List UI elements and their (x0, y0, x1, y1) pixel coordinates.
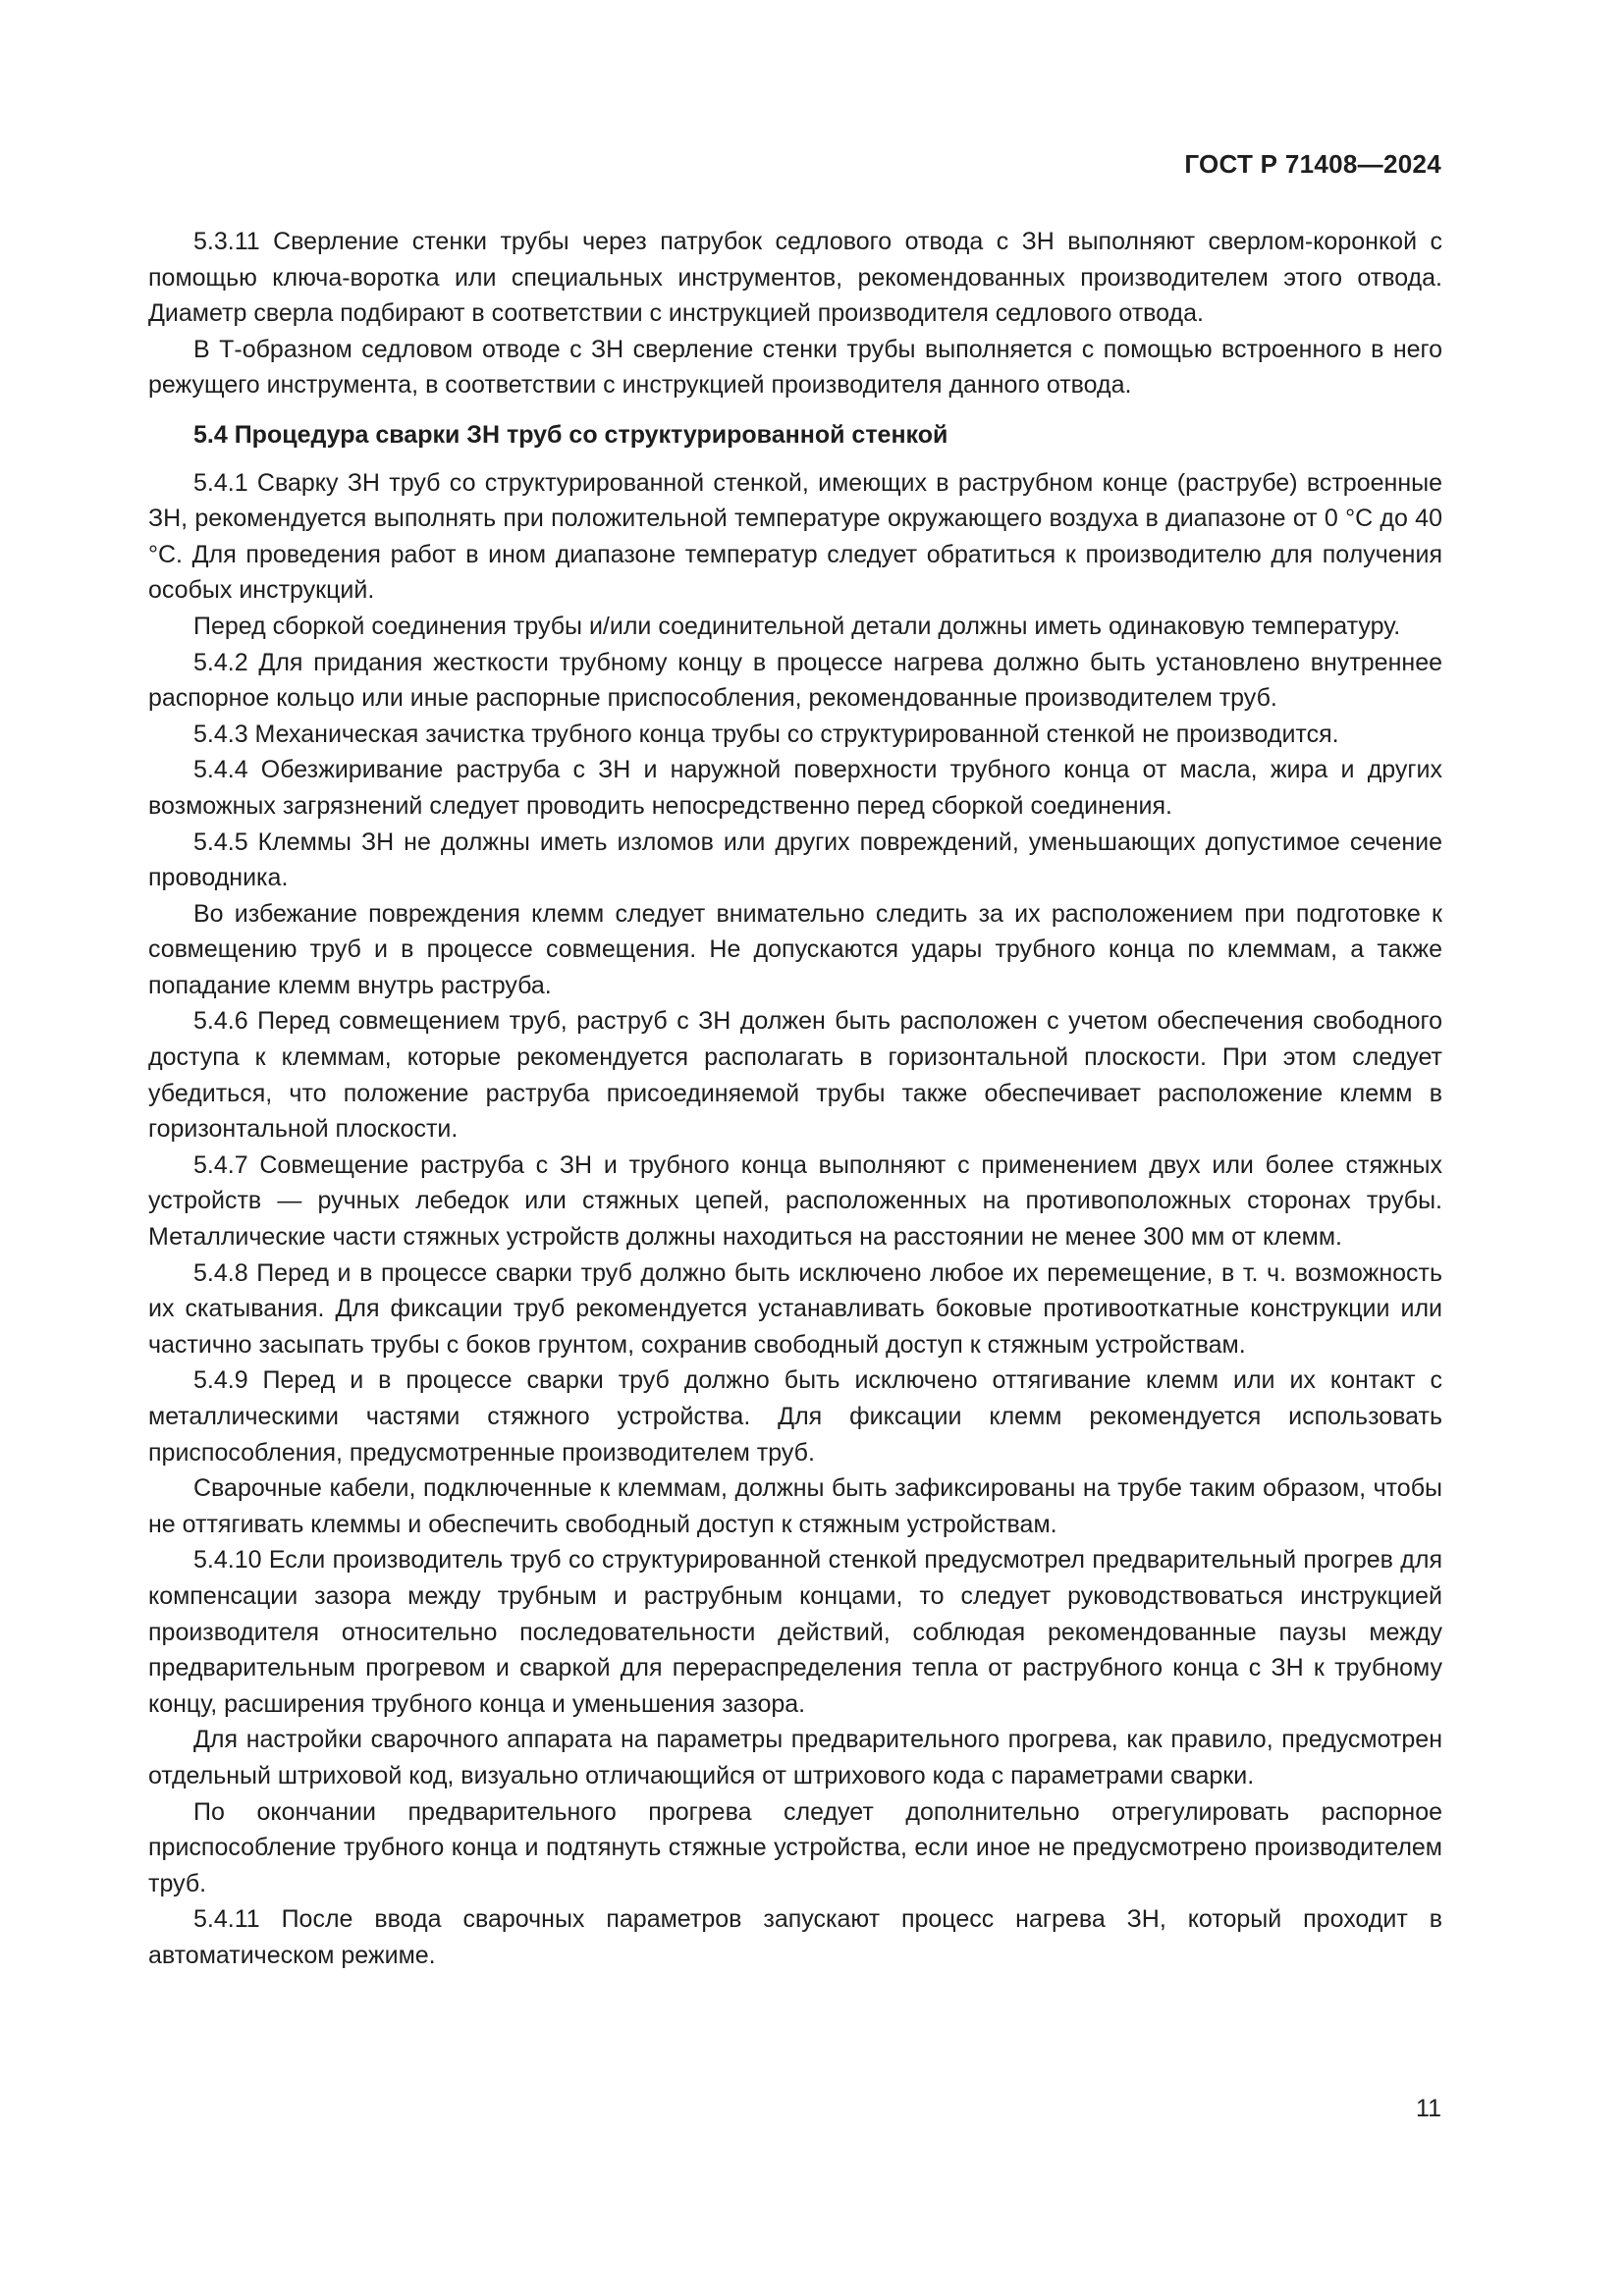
paragraph: Для настройки сварочного аппарата на параметры предварительного прогрева, как правило, предусмотрен отдельный штриховой код, визуально отличающийся от штрихового кода с параметрами сварки. (148, 1726, 1442, 1789)
paragraph-5-4-3: 5.4.3 Механическая зачистка трубного конца трубы со структурированной стенкой не производится. (193, 720, 1339, 748)
document-body (148, 224, 1442, 1974)
paragraph: Во избежание повреждения клемм следует внимательно следить за их расположением при подготовке к совмещению труб и в процессе совмещения. Не допускаются удары трубного конца по клеммам, а также попадание клемм внутрь раструба. (148, 899, 1442, 999)
paragraph-5-4-9: 5.4.9 Перед и в процессе сварки труб должно быть исключено оттягивание клемм или их контакт с металлическими частями стяжного устройства. Для фиксации клемм рекомендуется использовать приспособления, предусмотренные производителем труб. (148, 1366, 1442, 1467)
paragraph: Перед сборкой соединения трубы и/или соединительной детали должны иметь одинаковую температуру. (193, 612, 1401, 640)
paragraph-5-4-1: 5.4.1 Сварку ЗН труб со структурированной стенкой, имеющих в раструбном конце (раструбе) встроенные ЗН, рекомендуется выполнять при положительной температуре окружающего воздуха в диапазоне от 0 °С до 40 °С. Для проведения работ в ином диапазоне температур следует обратиться к производителю для получения особых инструкций. (148, 468, 1442, 605)
document-code-header: ГОСТ Р 71408—2024 (1184, 149, 1441, 179)
page-number: 11 (1416, 2095, 1441, 2122)
paragraph-5-4-7: 5.4.7 Совмещение раструба с ЗН и трубного конца выполняют с применением двух или более стяжных устройств — ручных лебедок или стяжных цепей, расположенных на противоположных сторонах трубы. Металлические части стяжных устройств должны находиться на расстоянии не менее 300 мм от клемм. (148, 1150, 1442, 1252)
paragraph-5-4-2: 5.4.2 Для придания жесткости трубному концу в процессе нагрева должно быть установлено внутреннее распорное кольцо или иные распорные приспособления, рекомендованные производителем труб. (148, 648, 1442, 713)
paragraph-5-3-11-cont: В Т-образном седловом отводе с ЗН сверление стенки трубы выполняется с помощью встроенного в него режущего инструмента, в соответствии с инструкцией производителя данного отвода. (148, 335, 1442, 400)
paragraph: По окончании предварительного прогрева следует дополнительно отрегулировать распорное приспособление трубного конца и подтянуть стяжные устройства, если иное не предусмотрено производителем труб. (148, 1797, 1442, 1897)
paragraph-5-4-6: 5.4.6 Перед совмещением труб, раструб с ЗН должен быть расположен с учетом обеспечения свободного доступа к клеммам, которые рекомендуется располагать в горизонтальной плоскости. При этом следует убедиться, что положение раструба присоединяемой трубы также обеспечивает расположение клемм в горизонтальной плоскости. (148, 1007, 1442, 1144)
paragraph: Сварочные кабели, подключенные к клеммам, должны быть зафиксированы на трубе таким образом, чтобы не оттягивать клеммы и обеспечить свободный доступ к стяжным устройствам. (148, 1474, 1442, 1538)
section-title-5-4: 5.4 Процедура сварки ЗН труб со структурированной стенкой (193, 420, 948, 449)
paragraph-5-4-10: 5.4.10 Если производитель труб со структурированной стенкой предусмотрел предварительный прогрев для компенсации зазора между трубным и раструбным концами, то следует руководствоваться инструкцией производителя относительно последовательности действий, соблюдая рекомендованные паузы между предварительным прогревом и сваркой для перераспределения тепла от раструбного конца с ЗН к трубному концу, расширения трубного конца и уменьшения зазора. (148, 1546, 1442, 1718)
paragraph-5-3-11: 5.3.11 Сверление стенки трубы через патрубок седлового отвода с ЗН выполняют сверлом-коронкой с помощью ключа-воротка или специальных инструментов, рекомендованных производителем этого отвода. Диаметр сверла подбирают в соответствии с инструкцией производителя седлового отвода. (148, 228, 1442, 328)
paragraph-5-4-4: 5.4.4 Обезжиривание раструба с ЗН и наружной поверхности трубного конца от масла, жира и других возможных загрязнений следует проводить непосредственно перед сборкой соединения. (148, 756, 1442, 820)
paragraph-5-4-8: 5.4.8 Перед и в процессе сварки труб должно быть исключено любое их перемещение, в т. ч. возможность их скатывания. Для фиксации труб рекомендуется устанавливать боковые противооткатные конструкции или частично засыпать трубы с боков грунтом, сохранив свободный доступ к стяжным устройствам. (148, 1258, 1442, 1359)
paragraph-5-4-5: 5.4.5 Клеммы ЗН не должны иметь изломов или других повреждений, уменьшающих допустимое сечение проводника. (148, 828, 1442, 892)
paragraph-5-4-11: 5.4.11 После ввода сварочных параметров запускают процесс нагрева ЗН, который проходит в автоматическом режиме. (148, 1905, 1442, 1969)
